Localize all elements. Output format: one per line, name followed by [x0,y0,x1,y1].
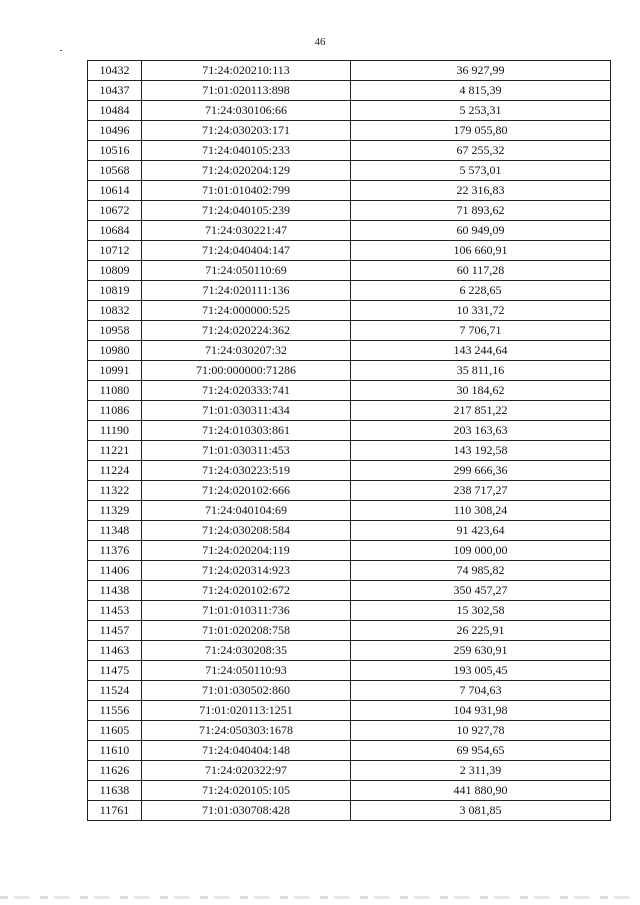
value-cell: 69 954,65 [351,741,611,761]
value-cell: 10 331,72 [351,301,611,321]
cadastral-number-cell: 71:01:020113:898 [142,81,351,101]
table-row [88,361,611,381]
cadastral-number-cell: 71:24:020102:666 [142,481,351,501]
cadastral-number-cell: 71:24:040104:69 [142,501,351,521]
row-number-cell: 11322 [88,481,142,501]
cadastral-number-cell: 71:01:030311:453 [142,441,351,461]
value-cell: 74 985,82 [351,561,611,581]
cadastral-number-cell: 71:24:020102:672 [142,581,351,601]
cadastral-number-cell: 71:24:040404:148 [142,741,351,761]
value-cell: 67 255,32 [351,141,611,161]
row-number-cell: 11475 [88,661,142,681]
table-row [88,81,611,101]
cadastral-number-cell: 71:24:040404:147 [142,241,351,261]
scan-artifact [60,50,62,51]
row-number-cell: 10496 [88,121,142,141]
value-cell: 203 163,63 [351,421,611,441]
cadastral-number-cell: 71:24:020322:97 [142,761,351,781]
row-number-cell: 11438 [88,581,142,601]
row-number-cell: 11761 [88,801,142,821]
value-cell: 60 949,09 [351,221,611,241]
table-row [88,221,611,241]
row-number-cell: 11457 [88,621,142,641]
table-row [88,261,611,281]
value-cell: 91 423,64 [351,521,611,541]
cadastral-number-cell: 71:24:030207:32 [142,341,351,361]
table-row [88,181,611,201]
row-number-cell: 10432 [88,61,142,81]
cadastral-number-cell: 71:24:020111:136 [142,281,351,301]
row-number-cell: 10568 [88,161,142,181]
cadastral-number-cell: 71:24:050110:93 [142,661,351,681]
table-row [88,61,611,81]
cadastral-number-cell: 71:01:010311:736 [142,601,351,621]
cadastral-number-cell: 71:24:030221:47 [142,221,351,241]
cadastral-number-cell: 71:24:020204:129 [142,161,351,181]
row-number-cell: 10437 [88,81,142,101]
cadastral-number-cell: 71:24:020314:923 [142,561,351,581]
value-cell: 238 717,27 [351,481,611,501]
row-number-cell: 10684 [88,221,142,241]
cadastral-number-cell: 71:24:030208:35 [142,641,351,661]
table-row [88,741,611,761]
row-number-cell: 11190 [88,421,142,441]
row-number-cell: 11463 [88,641,142,661]
row-number-cell: 10832 [88,301,142,321]
cadastral-number-cell: 71:24:000000:525 [142,301,351,321]
table-row [88,501,611,521]
table-row [88,201,611,221]
row-number-cell: 10516 [88,141,142,161]
value-cell: 441 880,90 [351,781,611,801]
table-row [88,681,611,701]
table-row [88,161,611,181]
table-row [88,761,611,781]
value-cell: 179 055,80 [351,121,611,141]
row-number-cell: 10991 [88,361,142,381]
table-row [88,301,611,321]
row-number-cell: 10809 [88,261,142,281]
cadastral-number-cell: 71:00:000000:71286 [142,361,351,381]
scan-artifact-footer [0,896,640,899]
table-row [88,101,611,121]
value-cell: 143 244,64 [351,341,611,361]
table-row [88,321,611,341]
value-cell: 36 927,99 [351,61,611,81]
row-number-cell: 11348 [88,521,142,541]
value-cell: 299 666,36 [351,461,611,481]
cadastral-number-cell: 71:01:030502:860 [142,681,351,701]
cadastral-number-cell: 71:24:040105:239 [142,201,351,221]
value-cell: 4 815,39 [351,81,611,101]
value-cell: 259 630,91 [351,641,611,661]
value-cell: 217 851,22 [351,401,611,421]
cadastral-number-cell: 71:24:030203:171 [142,121,351,141]
table-row [88,561,611,581]
row-number-cell: 11221 [88,441,142,461]
table-row [88,461,611,481]
value-cell: 110 308,24 [351,501,611,521]
cadastral-number-cell: 71:24:020224:362 [142,321,351,341]
row-number-cell: 11556 [88,701,142,721]
cadastral-number-cell: 71:24:050303:1678 [142,721,351,741]
table-row [88,541,611,561]
value-cell: 104 931,98 [351,701,611,721]
cadastral-number-cell: 71:24:020210:113 [142,61,351,81]
cadastral-value-table [87,60,611,821]
value-cell: 60 117,28 [351,261,611,281]
row-number-cell: 11086 [88,401,142,421]
cadastral-number-cell: 71:01:010402:799 [142,181,351,201]
value-cell: 7 706,71 [351,321,611,341]
table-row [88,641,611,661]
value-cell: 7 704,63 [351,681,611,701]
cadastral-number-cell: 71:24:020204:119 [142,541,351,561]
table-row [88,441,611,461]
row-number-cell: 11626 [88,761,142,781]
value-cell: 10 927,78 [351,721,611,741]
row-number-cell: 10484 [88,101,142,121]
table-row [88,341,611,361]
value-cell: 35 811,16 [351,361,611,381]
value-cell: 15 302,58 [351,601,611,621]
table-row [88,281,611,301]
table-row [88,661,611,681]
value-cell: 5 573,01 [351,161,611,181]
value-cell: 26 225,91 [351,621,611,641]
cadastral-number-cell: 71:24:010303:861 [142,421,351,441]
table-row [88,141,611,161]
table-row [88,621,611,641]
value-cell: 22 316,83 [351,181,611,201]
value-cell: 350 457,27 [351,581,611,601]
cadastral-number-cell: 71:24:020105:105 [142,781,351,801]
cadastral-number-cell: 71:01:020113:1251 [142,701,351,721]
row-number-cell: 11224 [88,461,142,481]
table-body [88,61,611,821]
value-cell: 106 660,91 [351,241,611,261]
table-row [88,241,611,261]
value-cell: 71 893,62 [351,201,611,221]
cadastral-number-cell: 71:24:030106:66 [142,101,351,121]
row-number-cell: 10712 [88,241,142,261]
page-number: 46 [314,36,326,48]
row-number-cell: 11453 [88,601,142,621]
table-row [88,721,611,741]
row-number-cell: 11080 [88,381,142,401]
row-number-cell: 10819 [88,281,142,301]
table-row [88,601,611,621]
table-row [88,481,611,501]
row-number-cell: 11329 [88,501,142,521]
value-cell: 193 005,45 [351,661,611,681]
table-row [88,121,611,141]
row-number-cell: 11524 [88,681,142,701]
row-number-cell: 11406 [88,561,142,581]
row-number-cell: 11610 [88,741,142,761]
cadastral-number-cell: 71:24:030223:519 [142,461,351,481]
value-cell: 5 253,31 [351,101,611,121]
value-cell: 2 311,39 [351,761,611,781]
cadastral-number-cell: 71:01:030311:434 [142,401,351,421]
table-row [88,801,611,821]
table-row [88,781,611,801]
row-number-cell: 10614 [88,181,142,201]
cadastral-number-cell: 71:24:040105:233 [142,141,351,161]
value-cell: 143 192,58 [351,441,611,461]
cadastral-number-cell: 71:24:050110:69 [142,261,351,281]
row-number-cell: 10980 [88,341,142,361]
table-row [88,701,611,721]
table-row [88,581,611,601]
row-number-cell: 11605 [88,721,142,741]
row-number-cell: 11376 [88,541,142,561]
cadastral-number-cell: 71:24:020333:741 [142,381,351,401]
table-row [88,401,611,421]
row-number-cell: 11638 [88,781,142,801]
value-cell: 6 228,65 [351,281,611,301]
value-cell: 3 081,85 [351,801,611,821]
cadastral-number-cell: 71:01:030708:428 [142,801,351,821]
cadastral-number-cell: 71:01:020208:758 [142,621,351,641]
row-number-cell: 10958 [88,321,142,341]
value-cell: 109 000,00 [351,541,611,561]
table-row [88,521,611,541]
row-number-cell: 10672 [88,201,142,221]
table-row [88,421,611,441]
value-cell: 30 184,62 [351,381,611,401]
table-row [88,381,611,401]
cadastral-number-cell: 71:24:030208:584 [142,521,351,541]
